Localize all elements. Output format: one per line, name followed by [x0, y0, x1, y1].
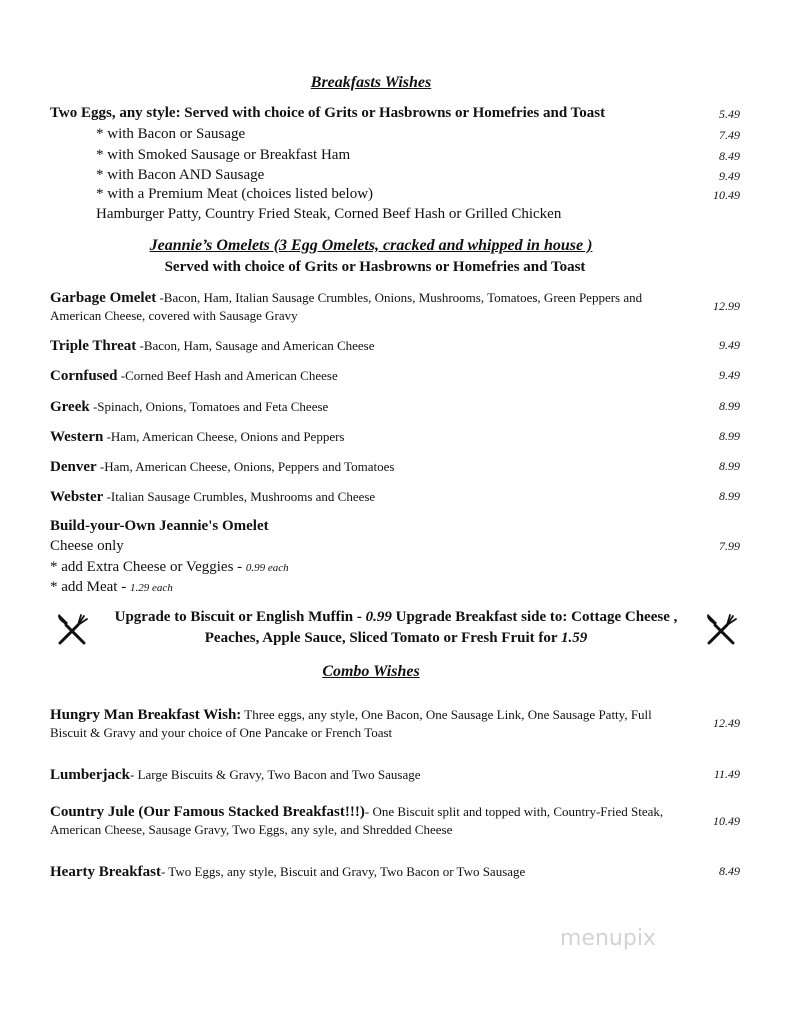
omelet-item [50, 398, 660, 416]
combo-price: 11.49 [713, 767, 740, 781]
option-bacon-and-sausage-price: 9.49 [719, 169, 740, 183]
combo-name: Country Jule (Our Famous Stacked Breakfast!!!) [50, 804, 365, 820]
upgrade-side-price: 1.59 [561, 630, 588, 646]
fork-knife-icon [54, 612, 90, 648]
omelet-desc: -Ham, American Cheese, Onions and Peppers [103, 429, 345, 444]
omelet-item [50, 458, 660, 476]
combo-price: 10.49 [713, 814, 740, 828]
combo-name: Hungry Man Breakfast Wish: [50, 707, 242, 723]
omelet-price: 9.49 [719, 338, 740, 352]
two-eggs-price: 5.49 [719, 107, 740, 121]
omelet-name: Webster [50, 489, 104, 505]
omelet-item [50, 428, 660, 446]
omelet-price: 8.99 [719, 459, 740, 473]
combo-item [50, 803, 670, 838]
combo-price: 12.49 [713, 716, 740, 730]
cheese-only-price: 7.99 [719, 539, 740, 553]
omelets-title: Jeannie’s Omelets (3 Egg Omelets, cracked and whipped in house ) [149, 237, 593, 254]
omelets-subtitle: Served with choice of Grits or Hasbrowns or Homefries and Toast [164, 259, 586, 275]
omelet-desc: -Corned Beef Hash and American Cheese [117, 368, 338, 383]
option-smoked-sausage-price: 8.49 [719, 149, 740, 163]
combo-desc: - Two Eggs, any style, Biscuit and Gravy, Two Bacon or Two Sausage [160, 864, 526, 879]
cheese-only-label: Cheese only [50, 538, 124, 554]
omelet-desc: -Bacon, Ham, Italian Sausage Crumbles, Onions, Mushrooms, Tomatoes, Green Peppers and American Cheese, covered with Sausage Gravy [50, 290, 643, 323]
combos-title: Combo Wishes [322, 663, 420, 680]
combo-price: 8.49 [719, 864, 740, 878]
omelet-name: Cornfused [50, 368, 118, 384]
upgrade-side-label: Upgrade Breakfast side to: Cottage Cheese , Peaches, Apple Sauce, Sliced Tomato or Fresh Fruit for [204, 609, 678, 646]
combo-item [50, 766, 660, 784]
omelet-desc: -Bacon, Ham, Sausage and American Cheese [136, 338, 375, 353]
breakfasts-title: Breakfasts Wishes [310, 74, 432, 91]
watermark: menupix [560, 926, 656, 951]
omelet-name: Denver [50, 459, 97, 475]
omelet-item [50, 337, 660, 355]
omelet-name: Western [50, 429, 104, 445]
upgrade-biscuit-label: Upgrade to Biscuit or English Muffin - [114, 609, 362, 625]
option-bacon-sausage: * with Bacon or Sausage [96, 126, 246, 142]
omelet-item [50, 488, 660, 506]
option-bacon-sausage-price: 7.49 [719, 128, 740, 142]
option-premium-meat-price: 10.49 [713, 188, 740, 202]
omelet-desc: -Spinach, Onions, Tomatoes and Feta Cheese [89, 399, 329, 414]
combo-item [50, 706, 660, 741]
omelet-desc: -Ham, American Cheese, Onions, Peppers and Tomatoes [96, 459, 395, 474]
premium-meat-list: Hamburger Patty, Country Fried Steak, Corned Beef Hash or Grilled Chicken [96, 206, 562, 222]
omelet-price: 12.99 [713, 299, 740, 313]
combo-item [50, 863, 660, 881]
omelet-item [50, 289, 660, 324]
extra-cheese-label: * add Extra Cheese or Veggies - [50, 559, 243, 575]
omelet-price: 8.99 [719, 489, 740, 503]
combo-desc: - One Biscuit split and topped with, Country-Fried Steak, American Cheese, Sausage Gravy, Two Eggs, any syle, and Shredded Cheese [50, 804, 664, 837]
two-eggs-label: Two Eggs, any style: Served with choice of Grits or Hasbrowns or Homefries and Toast [50, 105, 606, 121]
fork-knife-icon [703, 612, 739, 648]
add-meat-line [50, 579, 173, 596]
extra-cheese-line [50, 559, 289, 576]
omelet-name: Triple Threat [50, 338, 137, 354]
omelet-name: Garbage Omelet [50, 290, 157, 306]
omelet-item [50, 367, 660, 385]
combo-name: Hearty Breakfast [50, 864, 161, 880]
omelet-price: 8.99 [719, 429, 740, 443]
upgrade-biscuit-price: 0.99 [365, 609, 392, 625]
combo-desc: - Large Biscuits & Gravy, Two Bacon and Two Sausage [130, 767, 421, 782]
option-smoked-sausage: * with Smoked Sausage or Breakfast Ham [96, 147, 351, 163]
add-meat-label: * add Meat - [50, 579, 127, 595]
extra-cheese-price: 0.99 each [245, 562, 289, 574]
upgrade-text [100, 607, 692, 649]
combo-name: Lumberjack [50, 767, 130, 783]
omelet-price: 9.49 [719, 368, 740, 382]
combo-desc: Three eggs, any style, One Bacon, One Sausage Link, One Sausage Patty, Full Biscuit & Gravy and your choice of One Pancake or French Toast [50, 707, 652, 740]
option-bacon-and-sausage: * with Bacon AND Sausage [96, 167, 265, 183]
omelet-price: 8.99 [719, 399, 740, 413]
option-premium-meat: * with a Premium Meat (choices listed below) [96, 186, 374, 202]
build-own-title: Build-your-Own Jeannie's Omelet [50, 518, 269, 534]
add-meat-price: 1.29 each [129, 582, 173, 594]
omelet-name: Greek [50, 399, 90, 415]
omelet-desc: -Italian Sausage Crumbles, Mushrooms and Cheese [103, 489, 376, 504]
